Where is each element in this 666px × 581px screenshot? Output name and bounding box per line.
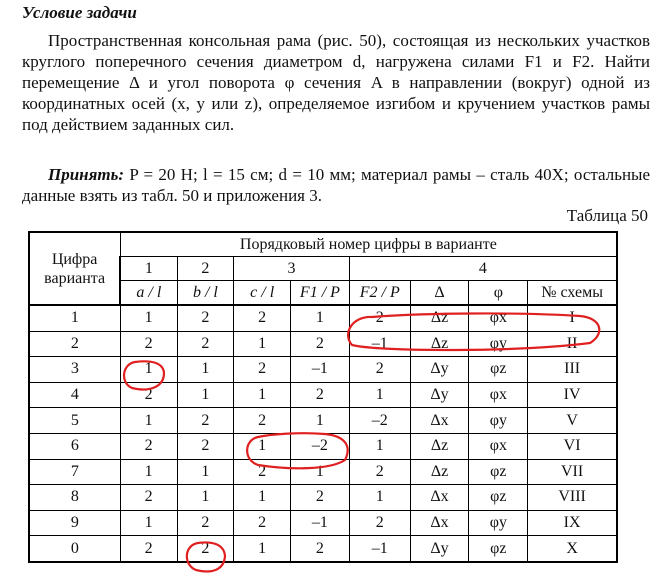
table-row — [29, 408, 617, 434]
cell-digit: 1 — [29, 305, 120, 331]
table-caption: Таблица 50 — [566, 206, 648, 225]
cell-phi: φx — [469, 305, 528, 331]
header-variant-digit: Цифра варианта — [29, 232, 120, 305]
cell-c: 2 — [234, 357, 291, 383]
cell-f1: 2 — [291, 536, 350, 562]
cell-b: 2 — [177, 305, 234, 331]
cell-f2: –1 — [349, 331, 410, 357]
cell-digit: 4 — [29, 382, 120, 408]
cell-phi: φz — [469, 459, 528, 485]
cell-a: 2 — [120, 485, 177, 511]
cell-f1: 1 — [291, 459, 350, 485]
cell-scheme: IX — [528, 510, 617, 536]
cell-delta: Δz — [410, 305, 469, 331]
given-text: P = 20 Н; l = 15 см; d = 10 мм; материал рамы – сталь 40Х; остальные данные взять из табл. 50 и приложения 3. — [22, 165, 651, 205]
cell-digit: 7 — [29, 459, 120, 485]
header-col: b / l — [177, 281, 234, 306]
cell-delta: Δx — [410, 510, 469, 536]
given-label: Принять: — [48, 165, 125, 184]
table-row — [29, 357, 617, 383]
header-col: Δ — [410, 281, 469, 306]
problem-statement: Пространственная консольная рама (рис. 50), состоящая из нескольких участков круглого поперечного сечения диаметром d, нагружена силами F1 и F2. Найти перемещение Δ и угол поворота φ сечения A в направлении (вокруг) одной из координатных осей (x, y или z), определяемое изгибом и кручением участков рамы под действием заданных сил. — [22, 31, 650, 134]
cell-a: 1 — [120, 357, 177, 383]
cell-digit: 8 — [29, 485, 120, 511]
cell-a: 2 — [120, 331, 177, 357]
section-heading: Условие задачи — [22, 3, 137, 22]
cell-scheme: III — [528, 357, 617, 383]
table-row — [29, 433, 617, 459]
header-group: Порядковый номер цифры в варианте — [120, 232, 617, 257]
cell-f1: 2 — [291, 331, 350, 357]
cell-scheme: V — [528, 408, 617, 434]
cell-b: 2 — [177, 433, 234, 459]
cell-delta: Δz — [410, 433, 469, 459]
cell-c: 1 — [234, 433, 291, 459]
cell-c: 2 — [234, 408, 291, 434]
cell-phi: φz — [469, 536, 528, 562]
cell-delta: Δy — [410, 382, 469, 408]
table-row — [29, 331, 617, 357]
cell-scheme: VI — [528, 433, 617, 459]
table-row — [29, 459, 617, 485]
cell-delta: Δz — [410, 459, 469, 485]
cell-f2: –1 — [349, 536, 410, 562]
cell-delta: Δx — [410, 485, 469, 511]
cell-f2: 2 — [349, 305, 410, 331]
given-data — [22, 164, 650, 206]
cell-b: 2 — [177, 331, 234, 357]
cell-a: 2 — [120, 433, 177, 459]
cell-f2: 1 — [349, 433, 410, 459]
cell-b: 2 — [177, 510, 234, 536]
header-col: F1 / P — [291, 281, 350, 306]
table-row — [29, 510, 617, 536]
cell-f1: 1 — [291, 305, 350, 331]
header-position-2: 2 — [177, 257, 234, 281]
cell-b: 2 — [177, 408, 234, 434]
cell-f1: 2 — [291, 485, 350, 511]
cell-b: 2 — [177, 536, 234, 562]
cell-delta: Δy — [410, 357, 469, 383]
cell-c: 1 — [234, 331, 291, 357]
cell-delta: Δy — [410, 536, 469, 562]
cell-a: 1 — [120, 459, 177, 485]
cell-digit: 3 — [29, 357, 120, 383]
header-col: φ — [469, 281, 528, 306]
cell-digit: 0 — [29, 536, 120, 562]
cell-f2: 2 — [349, 510, 410, 536]
cell-phi: φy — [469, 510, 528, 536]
header-position-1: 1 — [120, 257, 177, 281]
cell-f1: –2 — [291, 433, 350, 459]
cell-f2: 2 — [349, 459, 410, 485]
cell-b: 1 — [177, 485, 234, 511]
header-col: № схемы — [528, 281, 617, 306]
cell-digit: 2 — [29, 331, 120, 357]
cell-a: 2 — [120, 536, 177, 562]
cell-f2: 2 — [349, 357, 410, 383]
cell-f2: 1 — [349, 485, 410, 511]
cell-scheme: VII — [528, 459, 617, 485]
header-col: F2 / P — [349, 281, 410, 306]
cell-digit: 5 — [29, 408, 120, 434]
cell-phi: φy — [469, 331, 528, 357]
data-table — [28, 231, 618, 563]
cell-phi: φz — [469, 357, 528, 383]
cell-c: 2 — [234, 305, 291, 331]
cell-c: 1 — [234, 536, 291, 562]
cell-phi: φx — [469, 433, 528, 459]
cell-f2: 1 — [349, 382, 410, 408]
cell-c: 1 — [234, 485, 291, 511]
header-col: a / l — [120, 281, 177, 306]
cell-f1: –1 — [291, 357, 350, 383]
cell-scheme: II — [528, 331, 617, 357]
cell-a: 1 — [120, 408, 177, 434]
cell-scheme: VIII — [528, 485, 617, 511]
cell-delta: Δx — [410, 408, 469, 434]
cell-c: 1 — [234, 382, 291, 408]
cell-a: 2 — [120, 382, 177, 408]
cell-a: 1 — [120, 305, 177, 331]
cell-c: 2 — [234, 510, 291, 536]
cell-phi: φx — [469, 382, 528, 408]
cell-f1: 1 — [291, 408, 350, 434]
header-position-4: 4 — [349, 257, 617, 281]
table-row — [29, 305, 617, 331]
cell-phi: φz — [469, 485, 528, 511]
cell-f2: –2 — [349, 408, 410, 434]
cell-f1: –1 — [291, 510, 350, 536]
table-row — [29, 536, 617, 562]
cell-c: 2 — [234, 459, 291, 485]
cell-scheme: IV — [528, 382, 617, 408]
cell-digit: 9 — [29, 510, 120, 536]
cell-b: 1 — [177, 459, 234, 485]
table-row — [29, 485, 617, 511]
cell-b: 1 — [177, 382, 234, 408]
cell-f1: 2 — [291, 382, 350, 408]
header-col: c / l — [234, 281, 291, 306]
cell-phi: φy — [469, 408, 528, 434]
cell-scheme: X — [528, 536, 617, 562]
cell-scheme: I — [528, 305, 617, 331]
cell-b: 1 — [177, 357, 234, 383]
cell-delta: Δz — [410, 331, 469, 357]
cell-a: 1 — [120, 510, 177, 536]
header-position-3: 3 — [234, 257, 350, 281]
table-row — [29, 382, 617, 408]
cell-digit: 6 — [29, 433, 120, 459]
